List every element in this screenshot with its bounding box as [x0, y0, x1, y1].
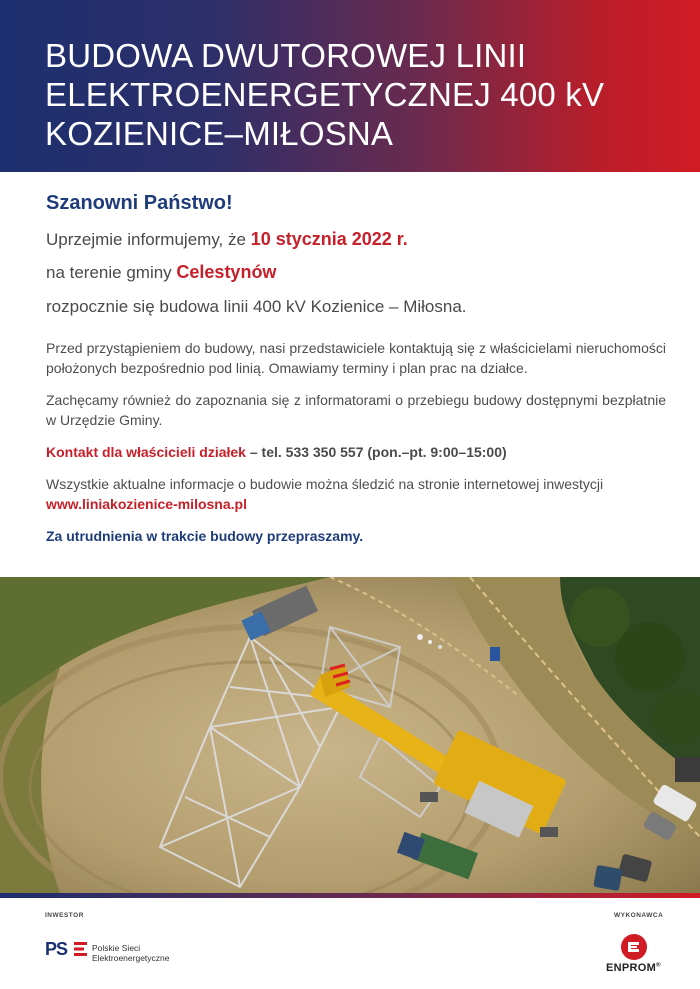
lead-line-2-prefix: na terenie gminy	[46, 263, 177, 282]
contractor-label: WYKONAWCA	[614, 912, 664, 919]
construction-photo	[0, 577, 700, 893]
owner-contact-label: Kontakt dla właścicieli działek	[46, 444, 246, 460]
apology-note: Za utrudnienia w trakcie budowy przepraszamy.	[46, 528, 364, 544]
header-banner	[0, 0, 700, 172]
lead-line-1-prefix: Uprzejmie informujemy, że	[46, 230, 251, 249]
start-date: 10 stycznia 2022 r.	[250, 229, 408, 249]
footer-gradient-bar	[0, 893, 700, 898]
greeting: Szanowni Państwo!	[46, 192, 233, 214]
paragraph-website: Wszystkie aktualne informacje o budowie można śledzić na stronie internetowej inwestycji	[46, 476, 604, 492]
paragraph-informators: Zachęcamy również do zapoznania się z informatorami o przebiegu budowy dostępnymi bezpłatnie w Urzędzie Gminy.	[46, 392, 666, 428]
owner-contact	[46, 442, 666, 462]
pse-name-line-2: Elektroenergetyczne	[92, 953, 170, 963]
pse-logo-icon	[45, 940, 89, 963]
lead-line-1	[46, 228, 666, 251]
title-line-2: ELEKTROENERGETYCZNEJ 400 kV	[45, 76, 605, 113]
owner-contact-phone: – tel. 533 350 557 (pon.–pt. 9:00–15:00)	[245, 444, 507, 460]
paragraph-contact-info: Przed przystąpieniem do budowy, nasi przedstawiciele kontaktują się z właścicielami nieruchomości położonych bezpośrednio pod linią. Omawiamy terminy i plan prac na działce.	[46, 340, 666, 376]
title-line-1: BUDOWA DWUTOROWEJ LINII	[45, 37, 527, 74]
page-title	[45, 36, 665, 153]
enprom-name	[606, 962, 661, 974]
lead-line-3: rozpocznie się budowa linii 400 kV Kozienice – Miłosna.	[46, 297, 467, 316]
investor-label: INWESTOR	[45, 912, 84, 919]
main-content	[46, 190, 666, 546]
svg-text:PS: PS	[45, 940, 68, 958]
enprom-name-text: ENPROM	[606, 962, 657, 974]
enprom-registered-mark: ®	[656, 962, 661, 969]
lead-line-2	[46, 261, 666, 284]
pse-name	[92, 943, 170, 963]
pse-name-line-1: Polskie Sieci	[92, 943, 141, 953]
website-link[interactable]: www.liniakozienice-milosna.pl	[46, 496, 247, 512]
gmina-name: Celestynów	[176, 262, 277, 282]
title-line-3: KOZIENICE–MIŁOSNA	[45, 115, 394, 152]
